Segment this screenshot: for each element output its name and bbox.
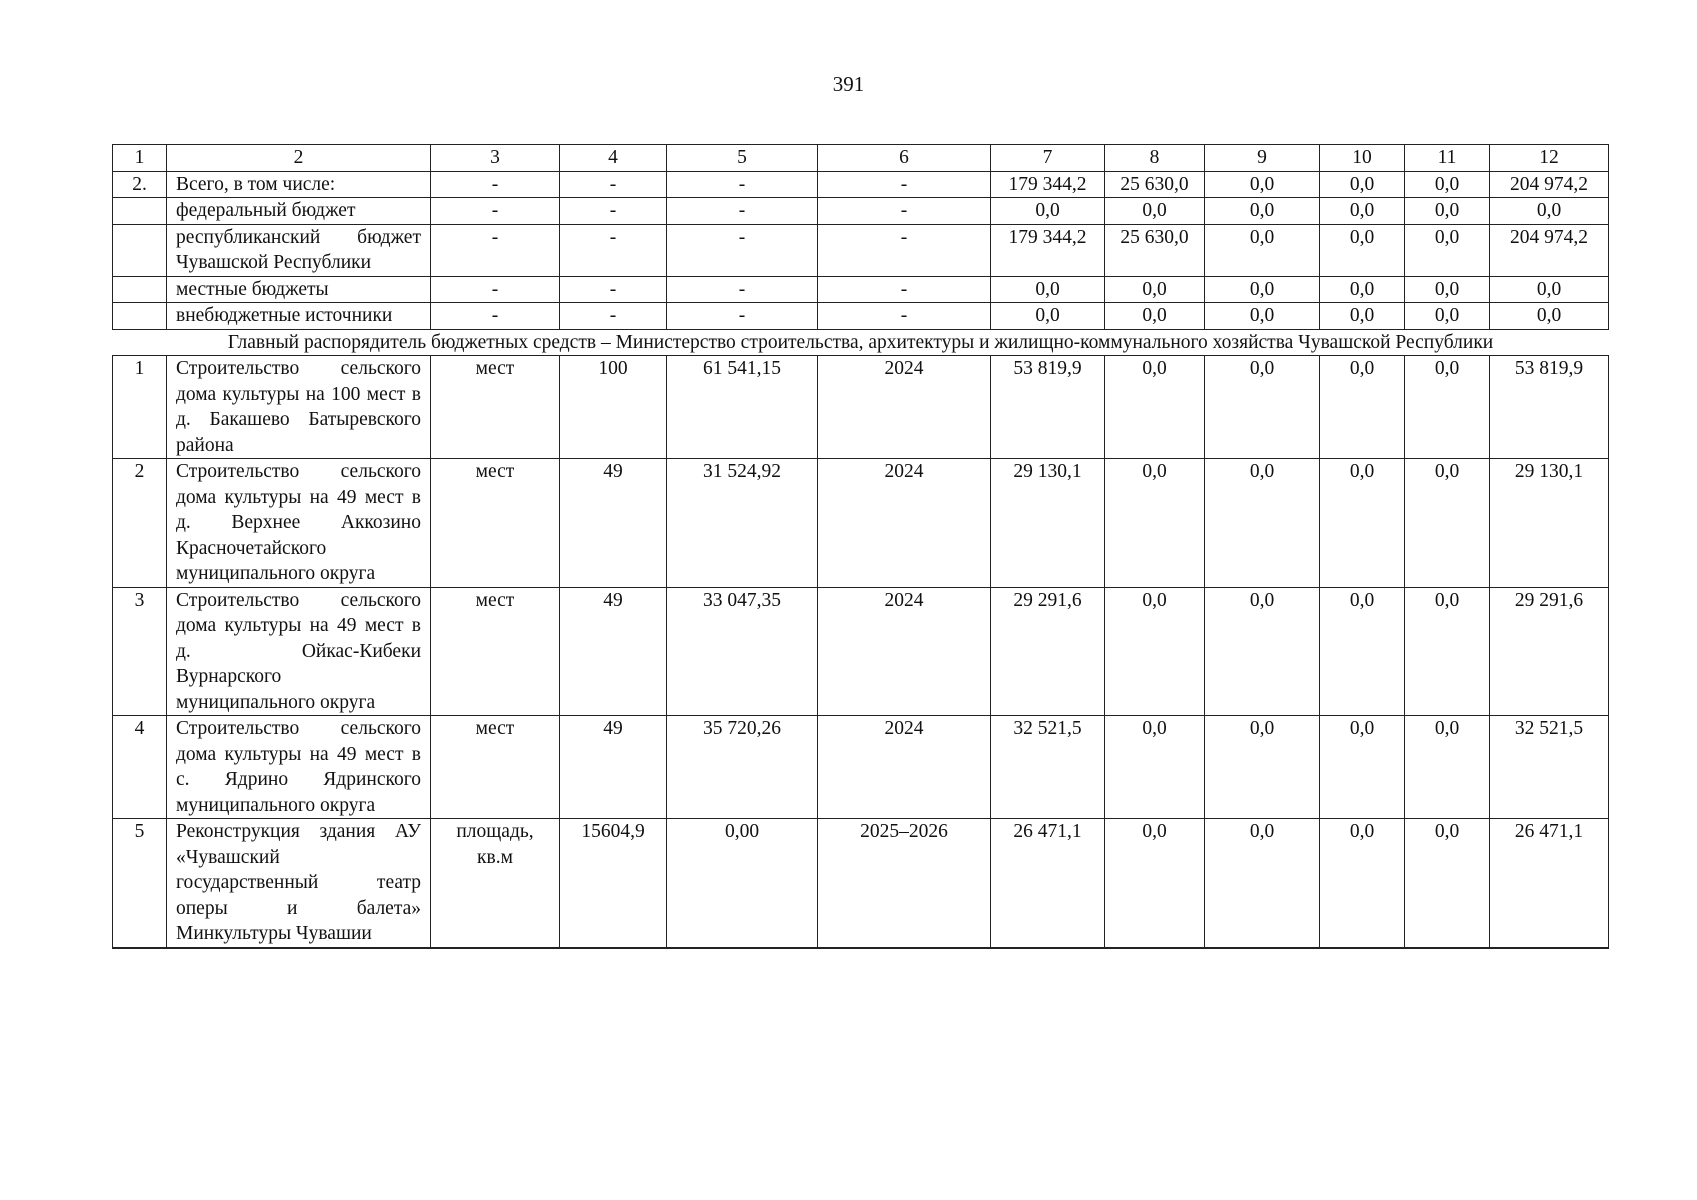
table-row [113,459,1609,588]
cell: 33 047,35 [667,587,818,716]
cell: 204 974,2 [1490,171,1609,198]
cell: 35 720,26 [667,716,818,819]
cell: 0,0 [991,303,1105,330]
row-name: Строительство сельского дома культуры на 100 мест в д. Бакашево Батыревского района [167,356,431,459]
cell: 2025–2026 [818,819,991,948]
cell: 2024 [818,356,991,459]
row-name: Всего, в том числе: [167,171,431,198]
cell: 25 630,0 [1105,224,1205,276]
cell: - [431,276,560,303]
cell: 0,0 [1205,356,1320,459]
cell: - [560,224,667,276]
column-header: 8 [1105,145,1205,172]
cell: 0,0 [1320,224,1405,276]
section-header-row [113,329,1609,356]
cell: площадь, кв.м [431,819,560,948]
cell: - [560,303,667,330]
cell: 0,0 [1405,819,1490,948]
cell: - [431,303,560,330]
row-number [113,198,167,225]
cell: 0,0 [1320,459,1405,588]
cell: 0,0 [1405,303,1490,330]
row-name: Строительство сельского дома культуры на 49 мест в д. Верхнее Аккозино Красночетайского муниципального округа [167,459,431,588]
cell: 0,0 [1320,587,1405,716]
cell: 0,0 [1205,198,1320,225]
cell: - [431,198,560,225]
row-number: 2. [113,171,167,198]
cell: 0,0 [1490,198,1609,225]
column-header: 7 [991,145,1105,172]
cell: 0,0 [1320,276,1405,303]
cell: 25 630,0 [1105,171,1205,198]
column-header: 9 [1205,145,1320,172]
cell: - [818,171,991,198]
cell: 0,0 [1405,171,1490,198]
summary-row-local [113,276,1609,303]
column-header: 5 [667,145,818,172]
cell: 26 471,1 [991,819,1105,948]
cell: 0,0 [1405,459,1490,588]
cell: 0,0 [1205,171,1320,198]
cell: 0,0 [1320,819,1405,948]
table-row [113,716,1609,819]
cell: 0,0 [1105,356,1205,459]
column-header: 6 [818,145,991,172]
cell: 0,0 [1405,587,1490,716]
cell: - [667,171,818,198]
budget-table [112,144,1609,949]
cell: 0,0 [1205,716,1320,819]
cell: 0,0 [1205,459,1320,588]
cell: мест [431,356,560,459]
cell: 49 [560,459,667,588]
cell: - [431,171,560,198]
cell: 29 291,6 [1490,587,1609,716]
row-name: внебюджетные источники [167,303,431,330]
cell: - [667,276,818,303]
cell: - [818,198,991,225]
column-header: 3 [431,145,560,172]
cell: 0,0 [1105,819,1205,948]
row-number [113,224,167,276]
cell: 100 [560,356,667,459]
cell: 204 974,2 [1490,224,1609,276]
row-number: 1 [113,356,167,459]
row-number: 4 [113,716,167,819]
summary-row-total [113,171,1609,198]
cell: 179 344,2 [991,171,1105,198]
cell: 15604,9 [560,819,667,948]
cell: мест [431,587,560,716]
cell: 0,0 [1105,198,1205,225]
row-number: 5 [113,819,167,948]
cell: 2024 [818,459,991,588]
cell: 0,0 [1405,716,1490,819]
cell: 0,0 [1205,276,1320,303]
cell: - [818,303,991,330]
cell: - [667,224,818,276]
cell: 61 541,15 [667,356,818,459]
section-title: Главный распорядитель бюджетных средств – Министерство строительства, архитектуры и жилищно-коммунального хозяйства Чувашской Республики [113,329,1609,356]
cell: 29 130,1 [991,459,1105,588]
cell: - [667,198,818,225]
cell: 0,0 [1320,356,1405,459]
summary-row-extrabudgetary [113,303,1609,330]
row-number [113,276,167,303]
cell: 0,0 [1320,198,1405,225]
cell: 0,0 [1490,303,1609,330]
row-name: федеральный бюджет [167,198,431,225]
cell: 0,0 [1205,819,1320,948]
row-name: Строительство сельского дома культуры на 49 мест в с. Ядрино Ядринского муниципального округа [167,716,431,819]
cell: 0,0 [1105,587,1205,716]
cell: 0,0 [1205,224,1320,276]
cell: 26 471,1 [1490,819,1609,948]
summary-row-federal [113,198,1609,225]
table-row [113,819,1609,948]
page-number: 391 [832,72,865,96]
cell: 32 521,5 [1490,716,1609,819]
row-name: местные бюджеты [167,276,431,303]
column-header: 12 [1490,145,1609,172]
cell: 0,0 [1105,459,1205,588]
cell: - [431,224,560,276]
cell: - [560,171,667,198]
cell: 0,0 [1205,587,1320,716]
cell: 0,0 [1405,276,1490,303]
cell: 0,0 [991,198,1105,225]
summary-row-republican [113,224,1609,276]
column-header: 4 [560,145,667,172]
cell: 2024 [818,587,991,716]
cell: - [818,276,991,303]
cell: - [818,224,991,276]
cell: 0,0 [1205,303,1320,330]
row-name: Реконструкция здания АУ «Чувашский государственный театр оперы и балета» Минкультуры Чувашии [167,819,431,948]
cell: - [560,276,667,303]
cell: 49 [560,587,667,716]
row-name: республиканский бюджет Чувашской Республики [167,224,431,276]
cell: мест [431,459,560,588]
column-number-row [113,145,1609,172]
column-header: 10 [1320,145,1405,172]
cell: 0,0 [1320,171,1405,198]
cell: 29 291,6 [991,587,1105,716]
row-number [113,303,167,330]
cell: 0,0 [1105,716,1205,819]
row-name: Строительство сельского дома культуры на 49 мест в д. Ойкас-Кибеки Вурнарского муниципального округа [167,587,431,716]
row-number: 3 [113,587,167,716]
cell: 31 524,92 [667,459,818,588]
cell: 0,0 [1105,276,1205,303]
cell: 0,0 [1320,716,1405,819]
cell: 0,00 [667,819,818,948]
cell: 179 344,2 [991,224,1105,276]
column-header: 11 [1405,145,1490,172]
row-number: 2 [113,459,167,588]
cell: - [667,303,818,330]
cell: 2024 [818,716,991,819]
cell: 53 819,9 [1490,356,1609,459]
cell: 32 521,5 [991,716,1105,819]
cell: 29 130,1 [1490,459,1609,588]
table-row [113,356,1609,459]
cell: 0,0 [1490,276,1609,303]
cell: 0,0 [1405,198,1490,225]
table-row [113,587,1609,716]
cell: 49 [560,716,667,819]
cell: 53 819,9 [991,356,1105,459]
cell: 0,0 [1405,356,1490,459]
cell: 0,0 [1105,303,1205,330]
cell: 0,0 [991,276,1105,303]
cell: мест [431,716,560,819]
cell: 0,0 [1320,303,1405,330]
column-header: 2 [167,145,431,172]
cell: 0,0 [1405,224,1490,276]
column-header: 1 [113,145,167,172]
cell: - [560,198,667,225]
